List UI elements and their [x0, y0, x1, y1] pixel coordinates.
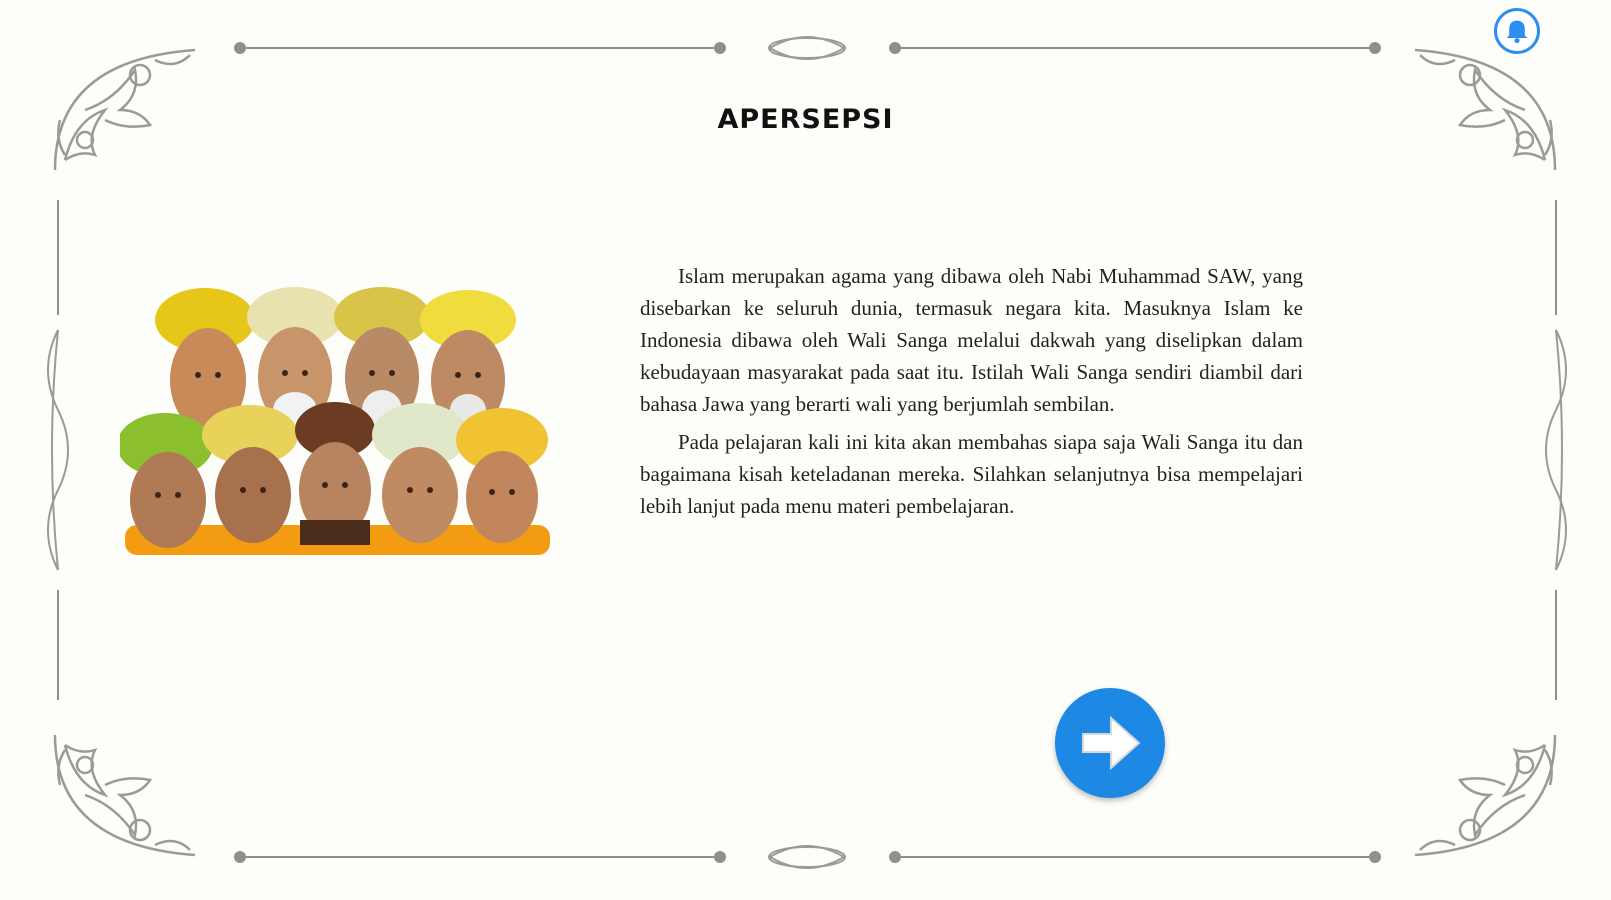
- arrow-right-icon: [1055, 688, 1165, 798]
- corner-ornament-bottom-right: [1405, 725, 1565, 865]
- corner-ornament-bottom-left: [45, 725, 205, 865]
- next-button[interactable]: [1055, 688, 1165, 798]
- paragraph-2: Pada pelajaran kali ini kita akan membahas siapa saja Wali Sanga itu dan bagaimana kisah keteladanan mereka. Silahkan selanjutnya bisa mempelajari lebih lanjut pada menu materi pembelajaran.: [640, 430, 1303, 518]
- page-title: APERSEPSI: [717, 104, 894, 135]
- apersepsi-text: [640, 260, 1303, 528]
- wali-sanga-illustration: [120, 285, 555, 575]
- notification-button[interactable]: [1494, 8, 1540, 54]
- bell-icon: [1497, 11, 1537, 51]
- paragraph-1: Islam merupakan agama yang dibawa oleh Nabi Muhammad SAW, yang disebarkan ke seluruh dunia, termasuk negara kita. Masuknya Islam ke Indonesia dibawa oleh Wali Sanga melalui dakwah yang diselipkan dalam kebudayaan masyarakat pada saat itu. Istilah Wali Sanga sendiri diambil dari bahasa Jawa yang berarti wali yang berjumlah sembilan.: [640, 264, 1303, 416]
